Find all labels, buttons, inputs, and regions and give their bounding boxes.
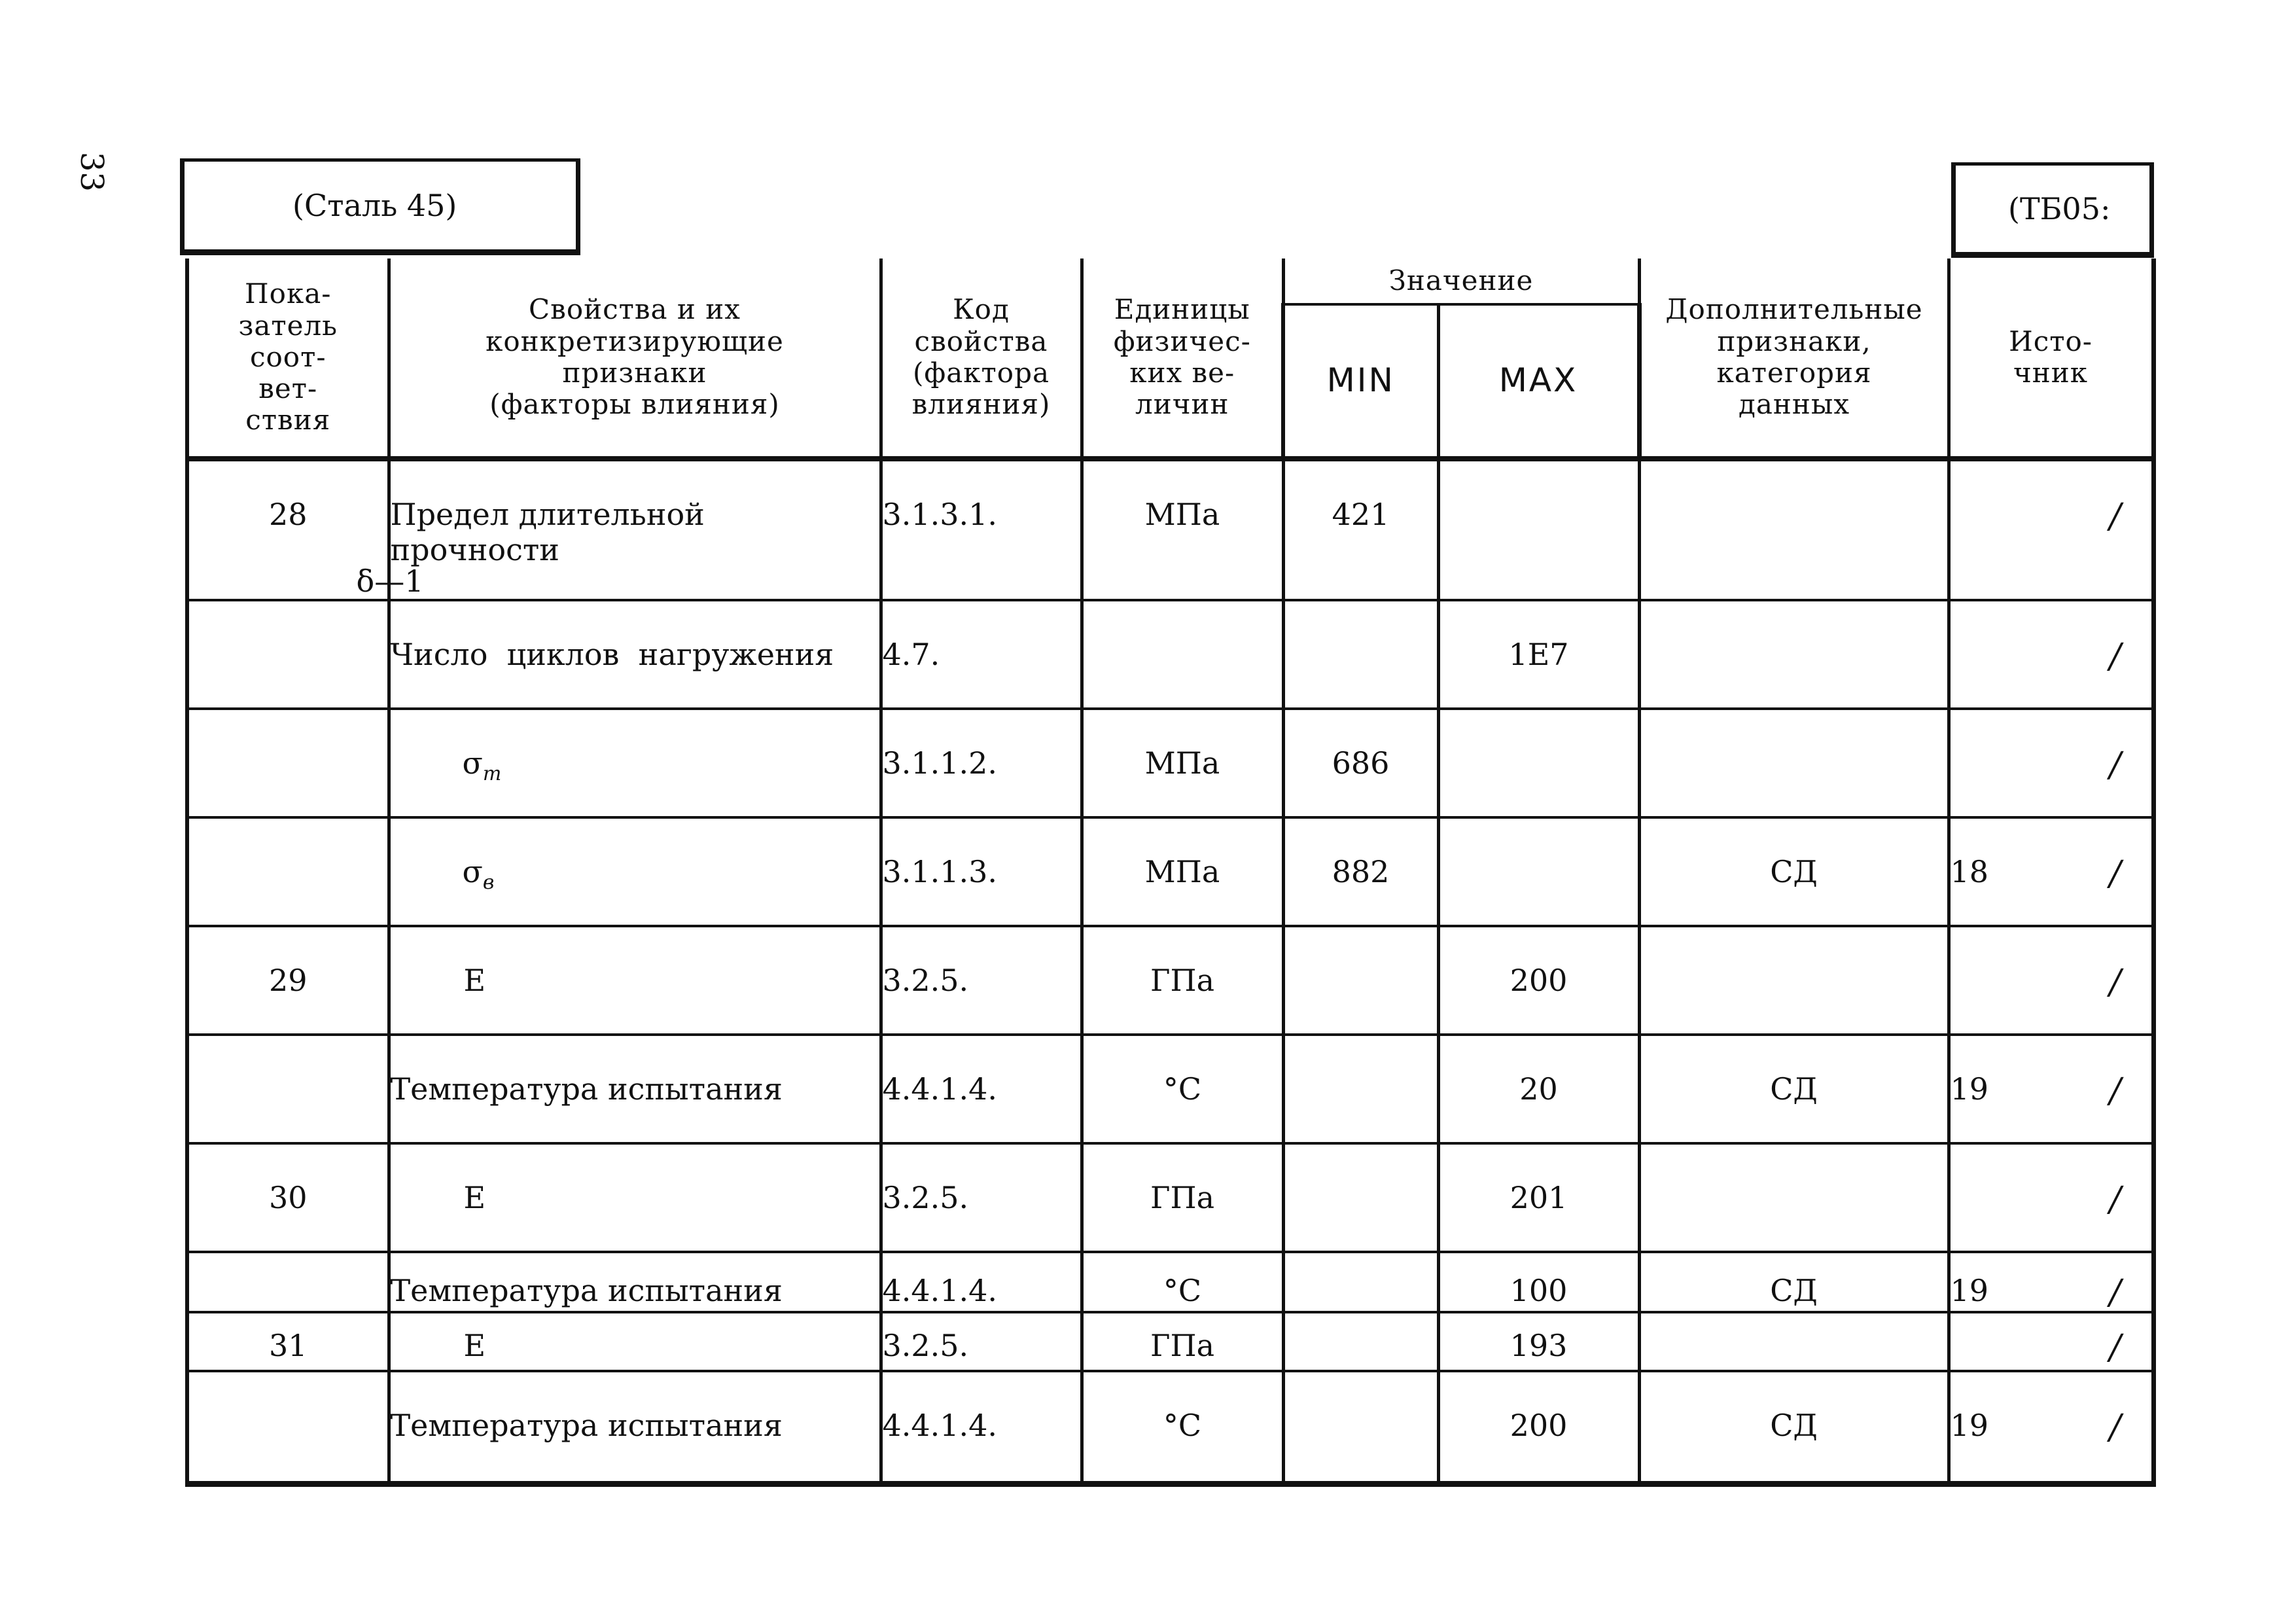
cell-unit: ГПа	[1082, 926, 1283, 1035]
cell-property: Число циклов нагружения	[389, 600, 881, 709]
table-row	[187, 459, 2153, 600]
cell-additional: СД	[1639, 1252, 1949, 1312]
cell-code: 3.2.5.	[881, 1312, 1082, 1371]
material-label-box	[180, 158, 580, 255]
cell-code: 4.4.1.4.	[881, 1252, 1082, 1312]
cell-property: E	[389, 1312, 881, 1371]
cell-indicator	[187, 600, 389, 709]
cell-min: 882	[1283, 817, 1438, 926]
cell-property: $\sigma_в$	[389, 817, 881, 926]
cell-property: Температура испытания	[389, 1035, 881, 1143]
header-value: Значение	[1283, 259, 1639, 304]
header-properties: Свойства и их конкретизирующие признаки (факторы влияния)	[389, 259, 881, 459]
table-row	[187, 817, 2153, 926]
cell-code: 4.4.1.4.	[881, 1035, 1082, 1143]
table-row	[187, 1143, 2153, 1252]
cell-indicator	[187, 1252, 389, 1312]
cell-code: 3.1.1.3.	[881, 817, 1082, 926]
header-units: Единицы физичес- ких ве- личин	[1082, 259, 1283, 459]
header-source: Исто- чник	[1949, 259, 2153, 459]
cell-code: 4.4.1.4.	[881, 1371, 1082, 1484]
cell-min	[1283, 1312, 1438, 1371]
table-row	[187, 1312, 2153, 1371]
cell-property: E	[389, 1143, 881, 1252]
cell-min	[1283, 1252, 1438, 1312]
header-code: Код свойства (фактора влияния)	[881, 259, 1082, 459]
cell-min: 421	[1283, 459, 1438, 600]
cell-min	[1283, 1143, 1438, 1252]
table-row	[187, 1371, 2153, 1484]
cell-unit: МПа	[1082, 709, 1283, 817]
header-indicator: Пока- затель соот- вет- ствия	[187, 259, 389, 459]
cell-additional	[1639, 709, 1949, 817]
cell-additional	[1639, 926, 1949, 1035]
table-row	[187, 600, 2153, 709]
cell-max: 200	[1438, 1371, 1639, 1484]
cell-min: 686	[1283, 709, 1438, 817]
header-additional: Дополнительные признаки, категория данных	[1639, 259, 1949, 459]
cell-min	[1283, 926, 1438, 1035]
table-row	[187, 1035, 2153, 1143]
cell-source: /	[1949, 1143, 2153, 1252]
cell-min	[1283, 1371, 1438, 1484]
cell-max	[1438, 459, 1639, 600]
cell-source: /	[1949, 600, 2153, 709]
header-max: MAX	[1438, 304, 1639, 459]
cell-min	[1283, 1035, 1438, 1143]
cell-property: $\sigma_т$	[389, 709, 881, 817]
page-number: 33	[73, 152, 110, 192]
cell-indicator: 29	[187, 926, 389, 1035]
cell-unit: °С	[1082, 1371, 1283, 1484]
cell-source: 18 /	[1949, 817, 2153, 926]
table-row	[187, 926, 2153, 1035]
material-label: (Сталь 45)	[292, 188, 457, 223]
cell-unit: °С	[1082, 1035, 1283, 1143]
cell-property: E	[389, 926, 881, 1035]
cell-unit	[1082, 600, 1283, 709]
cell-unit: ГПа	[1082, 1143, 1283, 1252]
cell-source: /	[1949, 926, 2153, 1035]
form-code-label: (ТБ05:	[2008, 191, 2111, 226]
form-code-box	[1951, 162, 2154, 258]
cell-code: 3.1.3.1.	[881, 459, 1082, 600]
cell-indicator	[187, 1371, 389, 1484]
table-row	[187, 709, 2153, 817]
cell-unit: ГПа	[1082, 1312, 1283, 1371]
cell-indicator: 28	[187, 459, 389, 600]
cell-unit: МПа	[1082, 459, 1283, 600]
cell-property: Температура испытания	[389, 1371, 881, 1484]
cell-max	[1438, 817, 1639, 926]
cell-unit: МПа	[1082, 817, 1283, 926]
cell-additional: СД	[1639, 1371, 1949, 1484]
cell-min	[1283, 600, 1438, 709]
cell-max: 20	[1438, 1035, 1639, 1143]
cell-additional	[1639, 600, 1949, 709]
cell-additional	[1639, 459, 1949, 600]
cell-additional	[1639, 1312, 1949, 1371]
cell-max: 1E7	[1438, 600, 1639, 709]
cell-property: Температура испытания	[389, 1252, 881, 1312]
cell-indicator	[187, 817, 389, 926]
cell-source: /	[1949, 709, 2153, 817]
cell-max: 200	[1438, 926, 1639, 1035]
cell-unit: °С	[1082, 1252, 1283, 1312]
header-min: MIN	[1283, 304, 1438, 459]
cell-additional: СД	[1639, 1035, 1949, 1143]
cell-source: /	[1949, 459, 2153, 600]
cell-indicator: 30	[187, 1143, 389, 1252]
properties-table	[185, 259, 2156, 1487]
cell-property: Предел длительной прочности δ—1	[389, 459, 881, 600]
cell-additional	[1639, 1143, 1949, 1252]
cell-source: /	[1949, 1312, 2153, 1371]
cell-code: 3.2.5.	[881, 926, 1082, 1035]
cell-max: 100	[1438, 1252, 1639, 1312]
cell-code: 3.2.5.	[881, 1143, 1082, 1252]
cell-source: 19 /	[1949, 1252, 2153, 1312]
table-row	[187, 1252, 2153, 1312]
cell-code: 3.1.1.2.	[881, 709, 1082, 817]
cell-indicator	[187, 1035, 389, 1143]
cell-indicator: 31	[187, 1312, 389, 1371]
cell-max: 193	[1438, 1312, 1639, 1371]
cell-indicator	[187, 709, 389, 817]
cell-max	[1438, 709, 1639, 817]
cell-code: 4.7.	[881, 600, 1082, 709]
cell-max: 201	[1438, 1143, 1639, 1252]
cell-additional: СД	[1639, 817, 1949, 926]
cell-source: 19 /	[1949, 1035, 2153, 1143]
cell-source: 19 /	[1949, 1371, 2153, 1484]
